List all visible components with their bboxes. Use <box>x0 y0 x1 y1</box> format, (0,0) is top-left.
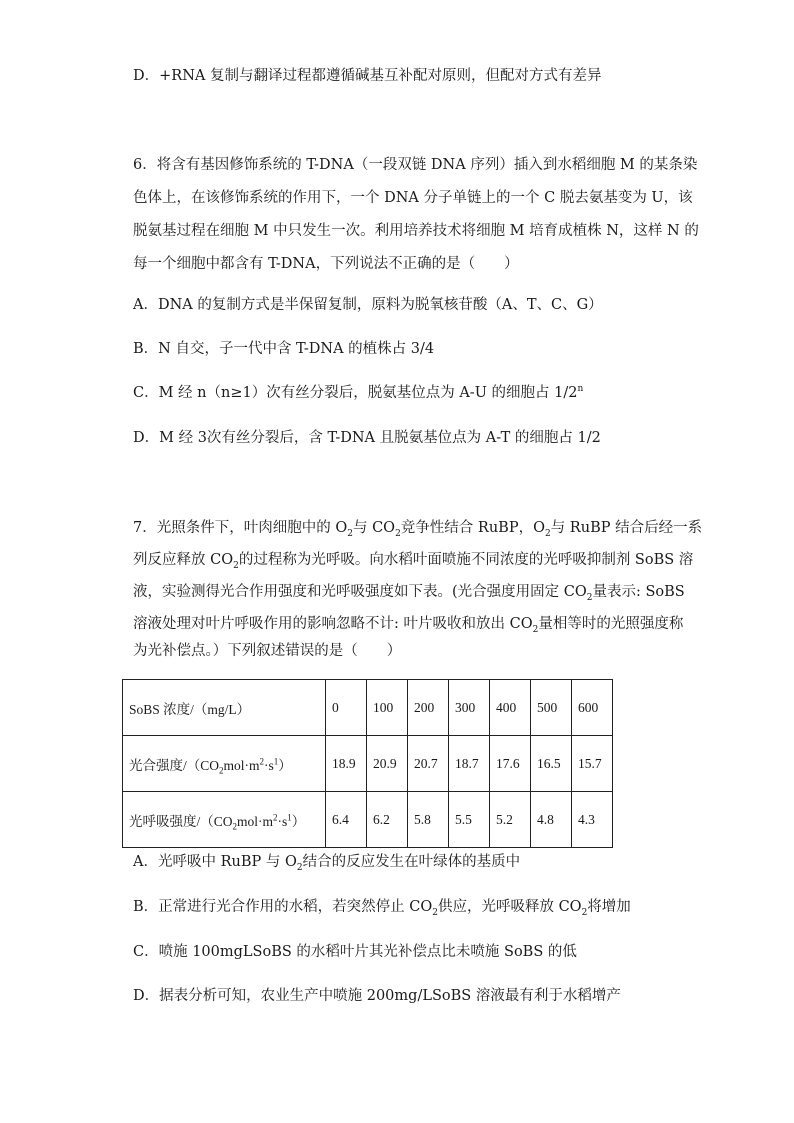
q6-option-a: A．DNA 的复制方式是半保留复制，原料为脱氧核苷酸（A、T、C、G） <box>133 297 603 313</box>
q7-stem-line-2: 列反应释放 $CO_2$的过程称为光呼吸。向水稻叶面喷施不同浓度的光呼吸抑制剂 SoBS 溶 <box>133 552 694 571</box>
table-cell: 0 <box>326 680 367 736</box>
table-row <box>123 736 613 792</box>
table-cell: 200 <box>408 680 449 736</box>
table-cell: 500 <box>531 680 572 736</box>
table-cell: 16.5 <box>531 736 572 792</box>
table-row <box>123 680 613 736</box>
q6-stem-line-4: 每一个细胞中都含有 T-DNA，下列说法不正确的是（ ） <box>133 256 519 272</box>
q6-option-b: B．N 自交，子一代中含 T-DNA 的植株占 3/4 <box>133 341 435 357</box>
table-header-label: SoBS 浓度/（mg/L） <box>123 680 326 736</box>
q7-stem-line-4: 溶液处理对叶片呼吸作用的影响忽略不计: 叶片吸收和放出 $CO_2$量相等时的光照强度称 <box>133 616 684 635</box>
q7-option-d: D．据表分析可知，农业生产中喷施 200mg/LSoBS 溶液最有利于水稻增产 <box>133 988 621 1004</box>
table-row <box>123 792 613 848</box>
table-cell: 18.9 <box>326 736 367 792</box>
table-row-label-photosynthesis: 光合强度$/(CO_2mol\cdot m^2\cdot s^1)$ <box>123 736 326 792</box>
table-cell: 18.7 <box>449 736 490 792</box>
q7-option-c: C．喷施 100mgLSoBS 的水稻叶片其光补偿点比未喷施 SoBS 的低 <box>133 944 577 960</box>
table-cell: 5.5 <box>449 792 490 848</box>
table-cell: 15.7 <box>572 736 613 792</box>
q6-stem-line-2: 色体上，在该修饰系统的作用下，一个 DNA 分子单链上的一个 C 脱去氨基变为 U，该 <box>133 190 693 206</box>
table-cell: 100 <box>367 680 408 736</box>
table-cell: 400 <box>490 680 531 736</box>
q7-option-b: B．正常进行光合作用的水稻，若突然停止 $CO_2$供应，光呼吸释放 $CO_2$将增加 <box>133 899 631 918</box>
q5-option-d: D．+RNA 复制与翻译过程都遵循碱基互补配对原则，但配对方式有差异 <box>133 68 602 84</box>
sobs-data-table <box>122 679 613 848</box>
table-cell: 5.8 <box>408 792 449 848</box>
table-cell: 20.9 <box>367 736 408 792</box>
table-cell: 600 <box>572 680 613 736</box>
q7-stem-line-5: 为光补偿点。）下列叙述错误的是（ ） <box>133 643 402 659</box>
table-cell: 6.4 <box>326 792 367 848</box>
table-cell: 4.3 <box>572 792 613 848</box>
table-row-label-photorespiration: 光呼吸强度$/(CO_2mol\cdot m^2\cdot s^1)$ <box>123 792 326 848</box>
q7-stem-line-1: 7．光照条件下，叶肉细胞中的 $O_2$与 $CO_2$竞争性结合 RuBP，$O_2$与 RuBP 结合后经一系 <box>133 520 703 539</box>
table-cell: 300 <box>449 680 490 736</box>
q6-stem-line-3: 脱氨基过程在细胞 M 中只发生一次。利用培养技术将细胞 M 培育成植株 N，这样 N 的 <box>133 223 699 239</box>
q6-stem-line-1: 6．将含有基因修饰系统的 T-DNA（一段双链 DNA 序列）插入到水稻细胞 M 的某条染 <box>133 157 698 173</box>
table-cell: 17.6 <box>490 736 531 792</box>
table-cell: 20.7 <box>408 736 449 792</box>
table-cell: 6.2 <box>367 792 408 848</box>
q7-stem-line-3: 液，实验测得光合作用强度和光呼吸强度如下表。(光合强度用固定 $CO_2$量表示: SoBS <box>133 584 685 603</box>
q6-option-c: C．M 经 n（n≥1）次有丝分裂后，脱氨基位点为 A-U 的细胞占 1/2$^n$ <box>133 384 584 401</box>
table-cell: 4.8 <box>531 792 572 848</box>
table-cell: 5.2 <box>490 792 531 848</box>
q7-option-a: A．光呼吸中 RuBP 与 $O_2$结合的反应发生在叶绿体的基质中 <box>133 854 521 873</box>
q6-option-d: D．M 经 3次有丝分裂后，含 T-DNA 且脱氨基位点为 A-T 的细胞占 1/2 <box>133 430 601 446</box>
